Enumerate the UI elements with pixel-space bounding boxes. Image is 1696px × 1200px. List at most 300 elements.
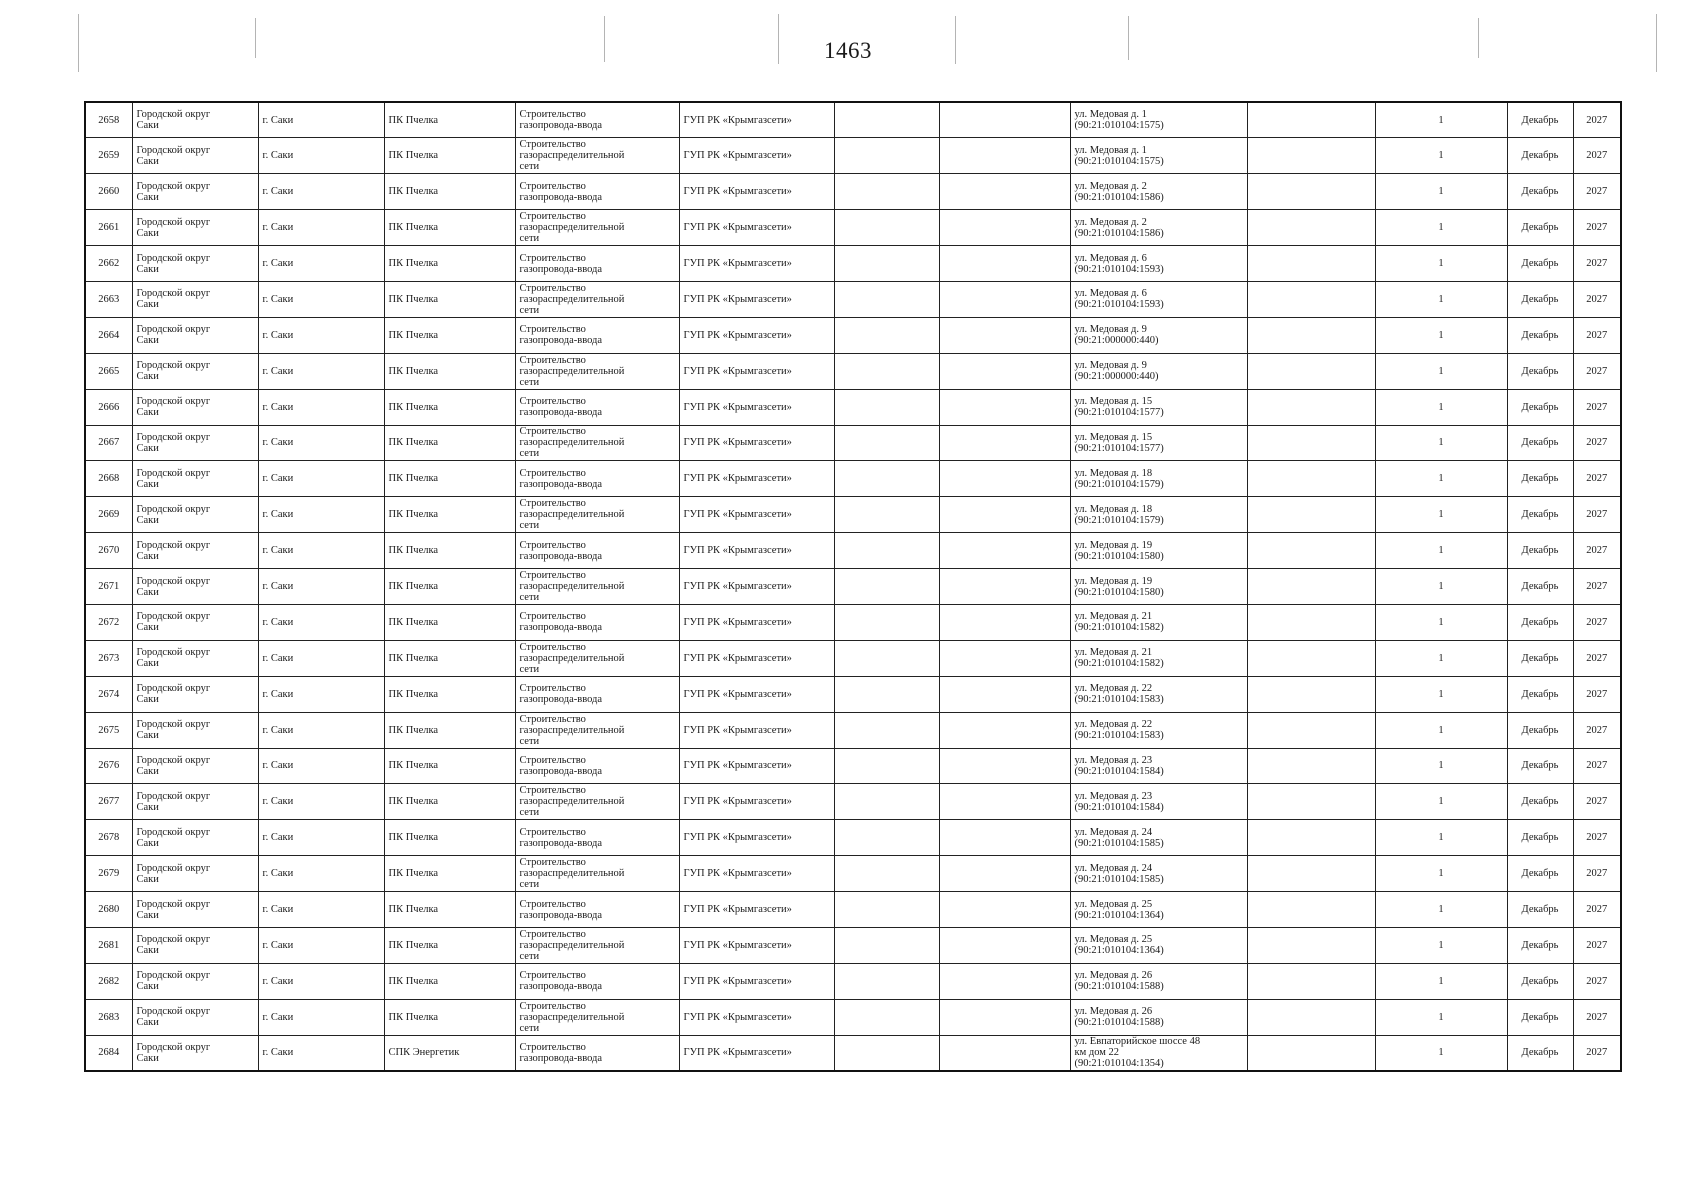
empty-cell (834, 138, 939, 174)
developer-cell: ПК Пчелка (384, 676, 515, 712)
empty-cell (834, 317, 939, 353)
municipality-cell: Городской округ Саки (132, 892, 258, 928)
settlement-cell: г. Саки (258, 281, 384, 317)
municipality-cell: Городской округ Саки (132, 497, 258, 533)
empty-cell (834, 1035, 939, 1071)
month-cell: Декабрь (1507, 138, 1573, 174)
row-number-cell: 2663 (85, 281, 132, 317)
count-cell: 1 (1375, 820, 1507, 856)
settlement-cell: г. Саки (258, 676, 384, 712)
settlement-cell: г. Саки (258, 497, 384, 533)
work-type-cell: Строительство газопровода-ввода (515, 676, 679, 712)
empty-cell (939, 604, 1070, 640)
empty-cell (939, 784, 1070, 820)
organization-cell: ГУП РК «Крымгазсети» (679, 604, 834, 640)
address-cell: ул. Медовая д. 25 (90:21:010104:1364) (1070, 927, 1247, 963)
municipality-cell: Городской округ Саки (132, 317, 258, 353)
organization-cell: ГУП РК «Крымгазсети» (679, 963, 834, 999)
developer-cell: ПК Пчелка (384, 748, 515, 784)
month-cell: Декабрь (1507, 999, 1573, 1035)
year-cell: 2027 (1573, 999, 1621, 1035)
settlement-cell: г. Саки (258, 604, 384, 640)
organization-cell: ГУП РК «Крымгазсети» (679, 856, 834, 892)
count-cell: 1 (1375, 246, 1507, 282)
municipality-cell: Городской округ Саки (132, 281, 258, 317)
table-row (85, 712, 1621, 748)
month-cell: Декабрь (1507, 640, 1573, 676)
month-cell: Декабрь (1507, 102, 1573, 138)
organization-cell: ГУП РК «Крымгазсети» (679, 999, 834, 1035)
empty-cell (939, 533, 1070, 569)
settlement-cell: г. Саки (258, 317, 384, 353)
month-cell: Декабрь (1507, 461, 1573, 497)
municipality-cell: Городской округ Саки (132, 569, 258, 605)
work-type-cell: Строительство газораспределительной сети (515, 999, 679, 1035)
table-row (85, 389, 1621, 425)
empty-cell (939, 640, 1070, 676)
empty-cell (834, 533, 939, 569)
month-cell: Декабрь (1507, 353, 1573, 389)
municipality-cell: Городской округ Саки (132, 820, 258, 856)
month-cell: Декабрь (1507, 963, 1573, 999)
table-row (85, 569, 1621, 605)
empty-cell (834, 281, 939, 317)
table-row (85, 676, 1621, 712)
organization-cell: ГУП РК «Крымгазсети» (679, 676, 834, 712)
year-cell: 2027 (1573, 138, 1621, 174)
address-cell: ул. Медовая д. 9 (90:21:000000:440) (1070, 353, 1247, 389)
developer-cell: ПК Пчелка (384, 712, 515, 748)
empty-cell (1247, 892, 1375, 928)
developer-cell: ПК Пчелка (384, 820, 515, 856)
municipality-cell: Городской округ Саки (132, 999, 258, 1035)
scan-mark (78, 14, 79, 72)
empty-cell (939, 820, 1070, 856)
municipality-cell: Городской округ Саки (132, 425, 258, 461)
work-type-cell: Строительство газопровода-ввода (515, 963, 679, 999)
address-cell: ул. Медовая д. 2 (90:21:010104:1586) (1070, 210, 1247, 246)
table-row (85, 892, 1621, 928)
organization-cell: ГУП РК «Крымгазсети» (679, 353, 834, 389)
address-cell: ул. Медовая д. 22 (90:21:010104:1583) (1070, 712, 1247, 748)
organization-cell: ГУП РК «Крымгазсети» (679, 892, 834, 928)
developer-cell: ПК Пчелка (384, 281, 515, 317)
municipality-cell: Городской округ Саки (132, 640, 258, 676)
address-cell: ул. Медовая д. 23 (90:21:010104:1584) (1070, 748, 1247, 784)
settlement-cell: г. Саки (258, 353, 384, 389)
empty-cell (1247, 174, 1375, 210)
empty-cell (1247, 712, 1375, 748)
table-row (85, 927, 1621, 963)
count-cell: 1 (1375, 676, 1507, 712)
organization-cell: ГУП РК «Крымгазсети» (679, 425, 834, 461)
organization-cell: ГУП РК «Крымгазсети» (679, 784, 834, 820)
year-cell: 2027 (1573, 963, 1621, 999)
empty-cell (1247, 748, 1375, 784)
scan-mark (778, 14, 779, 64)
empty-cell (1247, 999, 1375, 1035)
scan-mark (604, 16, 605, 62)
settlement-cell: г. Саки (258, 927, 384, 963)
table-row (85, 963, 1621, 999)
organization-cell: ГУП РК «Крымгазсети» (679, 533, 834, 569)
organization-cell: ГУП РК «Крымгазсети» (679, 174, 834, 210)
empty-cell (834, 640, 939, 676)
empty-cell (939, 999, 1070, 1035)
row-number-cell: 2670 (85, 533, 132, 569)
organization-cell: ГУП РК «Крымгазсети» (679, 640, 834, 676)
month-cell: Декабрь (1507, 604, 1573, 640)
row-number-cell: 2682 (85, 963, 132, 999)
count-cell: 1 (1375, 892, 1507, 928)
row-number-cell: 2677 (85, 784, 132, 820)
work-type-cell: Строительство газопровода-ввода (515, 748, 679, 784)
empty-cell (834, 820, 939, 856)
developer-cell: ПК Пчелка (384, 102, 515, 138)
empty-cell (939, 748, 1070, 784)
count-cell: 1 (1375, 138, 1507, 174)
year-cell: 2027 (1573, 210, 1621, 246)
empty-cell (1247, 102, 1375, 138)
row-number-cell: 2673 (85, 640, 132, 676)
empty-cell (1247, 604, 1375, 640)
table-row (85, 640, 1621, 676)
developer-cell: ПК Пчелка (384, 604, 515, 640)
empty-cell (834, 892, 939, 928)
empty-cell (834, 604, 939, 640)
developer-cell: ПК Пчелка (384, 640, 515, 676)
empty-cell (834, 210, 939, 246)
count-cell: 1 (1375, 533, 1507, 569)
empty-cell (1247, 497, 1375, 533)
developer-cell: ПК Пчелка (384, 174, 515, 210)
municipality-cell: Городской округ Саки (132, 784, 258, 820)
settlement-cell: г. Саки (258, 461, 384, 497)
address-cell: ул. Медовая д. 25 (90:21:010104:1364) (1070, 892, 1247, 928)
address-cell: ул. Медовая д. 6 (90:21:010104:1593) (1070, 281, 1247, 317)
count-cell: 1 (1375, 999, 1507, 1035)
count-cell: 1 (1375, 1035, 1507, 1071)
month-cell: Декабрь (1507, 569, 1573, 605)
developer-cell: ПК Пчелка (384, 533, 515, 569)
table-row (85, 210, 1621, 246)
organization-cell: ГУП РК «Крымгазсети» (679, 317, 834, 353)
table-row (85, 138, 1621, 174)
empty-cell (1247, 389, 1375, 425)
empty-cell (1247, 353, 1375, 389)
developer-cell: ПК Пчелка (384, 425, 515, 461)
empty-cell (939, 497, 1070, 533)
empty-cell (939, 676, 1070, 712)
work-type-cell: Строительство газопровода-ввода (515, 892, 679, 928)
table-row (85, 102, 1621, 138)
empty-cell (834, 246, 939, 282)
address-cell: ул. Медовая д. 21 (90:21:010104:1582) (1070, 604, 1247, 640)
organization-cell: ГУП РК «Крымгазсети» (679, 281, 834, 317)
municipality-cell: Городской округ Саки (132, 533, 258, 569)
year-cell: 2027 (1573, 820, 1621, 856)
row-number-cell: 2661 (85, 210, 132, 246)
year-cell: 2027 (1573, 784, 1621, 820)
empty-cell (939, 138, 1070, 174)
work-type-cell: Строительство газопровода-ввода (515, 820, 679, 856)
month-cell: Декабрь (1507, 317, 1573, 353)
empty-cell (1247, 210, 1375, 246)
empty-cell (1247, 820, 1375, 856)
address-cell: ул. Медовая д. 23 (90:21:010104:1584) (1070, 784, 1247, 820)
work-type-cell: Строительство газопровода-ввода (515, 102, 679, 138)
organization-cell: ГУП РК «Крымгазсети» (679, 102, 834, 138)
row-number-cell: 2658 (85, 102, 132, 138)
empty-cell (939, 246, 1070, 282)
table-row (85, 317, 1621, 353)
developer-cell: ПК Пчелка (384, 892, 515, 928)
empty-cell (834, 927, 939, 963)
work-type-cell: Строительство газопровода-ввода (515, 461, 679, 497)
address-cell: ул. Медовая д. 15 (90:21:010104:1577) (1070, 389, 1247, 425)
address-cell: ул. Медовая д. 22 (90:21:010104:1583) (1070, 676, 1247, 712)
count-cell: 1 (1375, 712, 1507, 748)
row-number-cell: 2659 (85, 138, 132, 174)
row-number-cell: 2675 (85, 712, 132, 748)
count-cell: 1 (1375, 389, 1507, 425)
month-cell: Декабрь (1507, 676, 1573, 712)
municipality-cell: Городской округ Саки (132, 748, 258, 784)
organization-cell: ГУП РК «Крымгазсети» (679, 497, 834, 533)
empty-cell (1247, 246, 1375, 282)
year-cell: 2027 (1573, 497, 1621, 533)
month-cell: Декабрь (1507, 533, 1573, 569)
year-cell: 2027 (1573, 892, 1621, 928)
address-cell: ул. Медовая д. 1 (90:21:010104:1575) (1070, 102, 1247, 138)
year-cell: 2027 (1573, 604, 1621, 640)
developer-cell: ПК Пчелка (384, 138, 515, 174)
month-cell: Декабрь (1507, 281, 1573, 317)
month-cell: Декабрь (1507, 246, 1573, 282)
page-number: 1463 (824, 38, 872, 63)
year-cell: 2027 (1573, 317, 1621, 353)
month-cell: Декабрь (1507, 927, 1573, 963)
developer-cell: ПК Пчелка (384, 963, 515, 999)
year-cell: 2027 (1573, 425, 1621, 461)
empty-cell (834, 389, 939, 425)
organization-cell: ГУП РК «Крымгазсети» (679, 138, 834, 174)
year-cell: 2027 (1573, 353, 1621, 389)
count-cell: 1 (1375, 425, 1507, 461)
municipality-cell: Городской округ Саки (132, 1035, 258, 1071)
municipality-cell: Городской округ Саки (132, 461, 258, 497)
count-cell: 1 (1375, 317, 1507, 353)
empty-cell (1247, 281, 1375, 317)
organization-cell: ГУП РК «Крымгазсети» (679, 712, 834, 748)
month-cell: Декабрь (1507, 856, 1573, 892)
row-number-cell: 2679 (85, 856, 132, 892)
work-type-cell: Строительство газораспределительной сети (515, 712, 679, 748)
empty-cell (939, 569, 1070, 605)
count-cell: 1 (1375, 281, 1507, 317)
row-number-cell: 2680 (85, 892, 132, 928)
work-type-cell: Строительство газораспределительной сети (515, 784, 679, 820)
work-type-cell: Строительство газораспределительной сети (515, 353, 679, 389)
count-cell: 1 (1375, 640, 1507, 676)
year-cell: 2027 (1573, 461, 1621, 497)
row-number-cell: 2668 (85, 461, 132, 497)
settlement-cell: г. Саки (258, 999, 384, 1035)
work-type-cell: Строительство газораспределительной сети (515, 927, 679, 963)
empty-cell (1247, 784, 1375, 820)
municipality-cell: Городской округ Саки (132, 138, 258, 174)
developer-cell: ПК Пчелка (384, 569, 515, 605)
address-cell: ул. Медовая д. 18 (90:21:010104:1579) (1070, 461, 1247, 497)
count-cell: 1 (1375, 174, 1507, 210)
empty-cell (1247, 569, 1375, 605)
year-cell: 2027 (1573, 856, 1621, 892)
month-cell: Декабрь (1507, 892, 1573, 928)
settlement-cell: г. Саки (258, 748, 384, 784)
row-number-cell: 2660 (85, 174, 132, 210)
empty-cell (939, 712, 1070, 748)
empty-cell (1247, 1035, 1375, 1071)
developer-cell: ПК Пчелка (384, 461, 515, 497)
row-number-cell: 2671 (85, 569, 132, 605)
address-cell: ул. Медовая д. 19 (90:21:010104:1580) (1070, 569, 1247, 605)
row-number-cell: 2683 (85, 999, 132, 1035)
count-cell: 1 (1375, 497, 1507, 533)
year-cell: 2027 (1573, 174, 1621, 210)
count-cell: 1 (1375, 353, 1507, 389)
scan-mark (1656, 14, 1657, 72)
year-cell: 2027 (1573, 1035, 1621, 1071)
table-row (85, 820, 1621, 856)
scan-mark (255, 18, 256, 58)
row-number-cell: 2674 (85, 676, 132, 712)
table-row (85, 604, 1621, 640)
developer-cell: ПК Пчелка (384, 317, 515, 353)
table-row (85, 856, 1621, 892)
developer-cell: ПК Пчелка (384, 246, 515, 282)
municipality-cell: Городской округ Саки (132, 676, 258, 712)
count-cell: 1 (1375, 604, 1507, 640)
table-row (85, 1035, 1621, 1071)
empty-cell (1247, 425, 1375, 461)
empty-cell (939, 856, 1070, 892)
work-type-cell: Строительство газопровода-ввода (515, 389, 679, 425)
year-cell: 2027 (1573, 712, 1621, 748)
municipality-cell: Городской округ Саки (132, 856, 258, 892)
month-cell: Декабрь (1507, 784, 1573, 820)
settlement-cell: г. Саки (258, 246, 384, 282)
address-cell: ул. Медовая д. 1 (90:21:010104:1575) (1070, 138, 1247, 174)
month-cell: Декабрь (1507, 1035, 1573, 1071)
empty-cell (1247, 533, 1375, 569)
empty-cell (1247, 856, 1375, 892)
address-cell: ул. Медовая д. 26 (90:21:010104:1588) (1070, 999, 1247, 1035)
empty-cell (834, 712, 939, 748)
developer-cell: ПК Пчелка (384, 497, 515, 533)
year-cell: 2027 (1573, 246, 1621, 282)
work-type-cell: Строительство газораспределительной сети (515, 138, 679, 174)
year-cell: 2027 (1573, 640, 1621, 676)
year-cell: 2027 (1573, 281, 1621, 317)
empty-cell (834, 676, 939, 712)
empty-cell (939, 892, 1070, 928)
municipality-cell: Городской округ Саки (132, 246, 258, 282)
work-type-cell: Строительство газораспределительной сети (515, 425, 679, 461)
address-cell: ул. Медовая д. 24 (90:21:010104:1585) (1070, 820, 1247, 856)
scan-mark (1478, 18, 1479, 58)
empty-cell (939, 174, 1070, 210)
table-row (85, 246, 1621, 282)
count-cell: 1 (1375, 569, 1507, 605)
organization-cell: ГУП РК «Крымгазсети» (679, 210, 834, 246)
empty-cell (834, 963, 939, 999)
settlement-cell: г. Саки (258, 892, 384, 928)
empty-cell (834, 425, 939, 461)
organization-cell: ГУП РК «Крымгазсети» (679, 748, 834, 784)
work-type-cell: Строительство газораспределительной сети (515, 281, 679, 317)
address-cell: ул. Медовая д. 18 (90:21:010104:1579) (1070, 497, 1247, 533)
table-row (85, 281, 1621, 317)
year-cell: 2027 (1573, 676, 1621, 712)
count-cell: 1 (1375, 856, 1507, 892)
month-cell: Декабрь (1507, 497, 1573, 533)
month-cell: Декабрь (1507, 210, 1573, 246)
count-cell: 1 (1375, 784, 1507, 820)
row-number-cell: 2667 (85, 425, 132, 461)
developer-cell: ПК Пчелка (384, 389, 515, 425)
address-cell: ул. Медовая д. 21 (90:21:010104:1582) (1070, 640, 1247, 676)
empty-cell (834, 856, 939, 892)
scan-mark (1128, 16, 1129, 60)
municipality-cell: Городской округ Саки (132, 389, 258, 425)
row-number-cell: 2662 (85, 246, 132, 282)
empty-cell (834, 784, 939, 820)
municipality-cell: Городской округ Саки (132, 210, 258, 246)
table-row (85, 425, 1621, 461)
row-number-cell: 2672 (85, 604, 132, 640)
year-cell: 2027 (1573, 389, 1621, 425)
empty-cell (1247, 461, 1375, 497)
organization-cell: ГУП РК «Крымгазсети» (679, 927, 834, 963)
table-row (85, 497, 1621, 533)
empty-cell (834, 497, 939, 533)
work-type-cell: Строительство газопровода-ввода (515, 246, 679, 282)
empty-cell (834, 999, 939, 1035)
work-type-cell: Строительство газопровода-ввода (515, 1035, 679, 1071)
empty-cell (1247, 963, 1375, 999)
settlement-cell: г. Саки (258, 569, 384, 605)
table-row (85, 784, 1621, 820)
work-type-cell: Строительство газораспределительной сети (515, 569, 679, 605)
developer-cell: ПК Пчелка (384, 353, 515, 389)
work-type-cell: Строительство газораспределительной сети (515, 497, 679, 533)
settlement-cell: г. Саки (258, 425, 384, 461)
address-cell: ул. Медовая д. 26 (90:21:010104:1588) (1070, 963, 1247, 999)
municipality-cell: Городской округ Саки (132, 927, 258, 963)
settlement-cell: г. Саки (258, 820, 384, 856)
year-cell: 2027 (1573, 748, 1621, 784)
registry-body (85, 102, 1621, 1071)
table-row (85, 533, 1621, 569)
settlement-cell: г. Саки (258, 102, 384, 138)
empty-cell (939, 353, 1070, 389)
developer-cell: ПК Пчелка (384, 856, 515, 892)
month-cell: Декабрь (1507, 389, 1573, 425)
row-number-cell: 2665 (85, 353, 132, 389)
work-type-cell: Строительство газопровода-ввода (515, 604, 679, 640)
table-row (85, 999, 1621, 1035)
table-row (85, 353, 1621, 389)
